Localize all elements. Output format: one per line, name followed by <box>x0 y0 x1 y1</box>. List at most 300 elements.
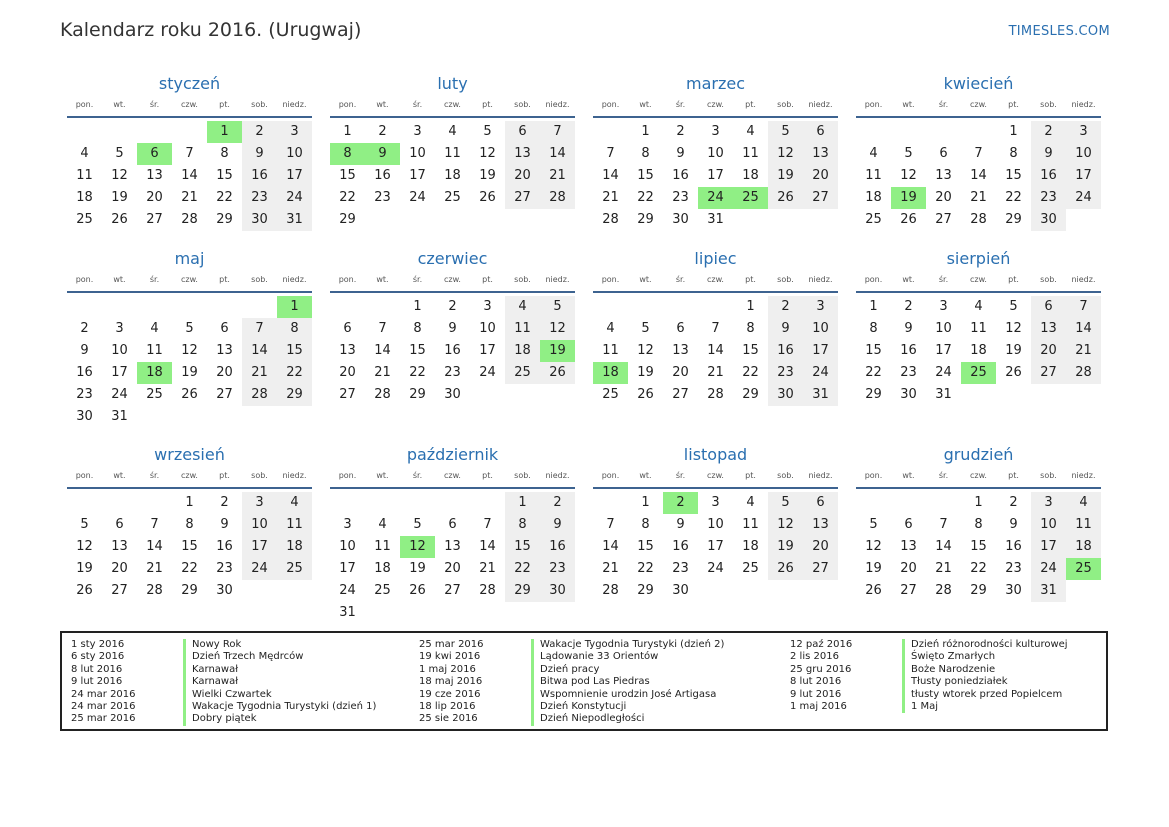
holiday-name: Dzień różnorodności kulturowej <box>902 639 1068 651</box>
day-cell: 30 <box>1031 209 1066 231</box>
weekday-header <box>856 271 1101 293</box>
day-cell: 4 <box>746 495 755 510</box>
day-cell: 14 <box>181 168 198 183</box>
day-cell: 2 <box>448 299 457 314</box>
day-cell: 15 <box>637 539 654 554</box>
days-grid <box>330 296 575 428</box>
holiday-date: 25 sie 2016 <box>419 713 478 725</box>
day-cell: 11 <box>146 343 163 358</box>
day-cell: 12 <box>479 146 496 161</box>
holiday-date: 19 kwi 2016 <box>419 651 481 663</box>
day-cell: 14 <box>970 168 987 183</box>
weekday-label: śr. <box>675 275 686 284</box>
holiday-day-cell: 25 <box>1066 558 1101 580</box>
legend-row <box>71 676 376 688</box>
day-cell: 10 <box>707 517 724 532</box>
day-cell: 6 <box>220 321 229 336</box>
day-cell: 21 <box>181 190 198 205</box>
weekday-label: czw. <box>181 471 198 480</box>
day-cell: 24 <box>277 187 312 209</box>
day-cell: 2 <box>220 495 229 510</box>
weekday-label: pt. <box>219 275 230 284</box>
day-cell: 11 <box>76 168 93 183</box>
weekday-label: śr. <box>938 275 949 284</box>
day-cell: 29 <box>181 583 198 598</box>
day-cell: 21 <box>602 561 619 576</box>
weekday-label: sob. <box>777 100 794 109</box>
legend-row <box>419 689 724 701</box>
weekday-header <box>330 271 575 293</box>
legend-row <box>71 701 376 713</box>
holiday-day-cell: 25 <box>961 362 996 384</box>
day-cell: 17 <box>1031 536 1066 558</box>
day-cell: 9 <box>540 514 575 536</box>
day-cell: 10 <box>242 514 277 536</box>
day-cell: 27 <box>339 387 356 402</box>
day-cell: 14 <box>540 143 575 165</box>
day-cell: 30 <box>444 387 461 402</box>
day-cell: 30 <box>540 580 575 602</box>
day-cell: 7 <box>242 318 277 340</box>
day-cell: 23 <box>540 558 575 580</box>
day-cell: 28 <box>602 212 619 227</box>
day-cell: 3 <box>1031 492 1066 514</box>
holiday-date: 1 maj 2016 <box>790 700 847 712</box>
day-cell: 4 <box>80 146 89 161</box>
weekday-label: sob. <box>514 100 531 109</box>
day-cell: 18 <box>742 168 759 183</box>
holiday-name: Tłusty poniedziałek <box>902 676 1008 688</box>
day-cell: 21 <box>1066 340 1101 362</box>
weekday-label: czw. <box>707 100 724 109</box>
weekday-label: sob. <box>1040 100 1057 109</box>
day-cell: 13 <box>444 539 461 554</box>
day-cell: 16 <box>900 343 917 358</box>
weekday-label: wt. <box>639 275 652 284</box>
legend-column <box>419 639 724 726</box>
day-cell: 7 <box>1066 296 1101 318</box>
day-cell: 4 <box>974 299 983 314</box>
day-cell: 9 <box>1031 143 1066 165</box>
day-cell: 14 <box>602 539 619 554</box>
day-cell: 31 <box>277 209 312 231</box>
weekday-label: pt. <box>219 100 230 109</box>
month-calendar <box>67 443 312 624</box>
weekday-label: niedz. <box>808 275 833 284</box>
weekday-header <box>856 467 1101 489</box>
day-cell: 13 <box>935 168 952 183</box>
day-cell: 24 <box>479 365 496 380</box>
day-cell: 1 <box>746 299 755 314</box>
holiday-day-cell: 25 <box>733 187 768 209</box>
day-cell: 10 <box>111 343 128 358</box>
day-cell: 9 <box>220 517 229 532</box>
days-grid <box>67 296 312 428</box>
weekday-label: pt. <box>745 100 756 109</box>
holiday-day-cell: 24 <box>698 187 733 209</box>
day-cell: 30 <box>672 583 689 598</box>
day-cell: 5 <box>80 517 89 532</box>
days-grid <box>330 121 575 253</box>
day-cell: 22 <box>216 190 233 205</box>
legend-row <box>790 689 1068 701</box>
day-cell: 27 <box>146 212 163 227</box>
day-cell: 24 <box>707 561 724 576</box>
day-cell: 20 <box>803 165 838 187</box>
day-cell: 1 <box>641 495 650 510</box>
legend-row <box>790 651 1068 663</box>
day-cell: 30 <box>768 384 803 406</box>
legend-column <box>790 639 1068 713</box>
weekday-label: niedz. <box>545 275 570 284</box>
day-cell: 22 <box>970 561 987 576</box>
day-cell: 23 <box>444 365 461 380</box>
day-cell: 16 <box>216 539 233 554</box>
day-cell: 25 <box>277 558 312 580</box>
day-cell: 18 <box>742 539 759 554</box>
month-name: listopad <box>683 445 748 464</box>
day-cell: 15 <box>339 168 356 183</box>
day-cell: 24 <box>242 558 277 580</box>
weekday-label: śr. <box>938 471 949 480</box>
day-cell: 2 <box>1009 495 1018 510</box>
weekday-label: pon. <box>601 471 620 480</box>
day-cell: 28 <box>707 387 724 402</box>
weekday-label: sob. <box>251 275 268 284</box>
day-cell: 24 <box>935 365 952 380</box>
weekday-label: sob. <box>514 471 531 480</box>
month-calendar <box>593 443 838 624</box>
holiday-name: Bitwa pod Las Piedras <box>531 676 650 688</box>
weekday-label: czw. <box>181 275 198 284</box>
day-cell: 14 <box>935 539 952 554</box>
day-cell: 11 <box>865 168 882 183</box>
holiday-day-cell: 6 <box>137 143 172 165</box>
day-cell: 29 <box>742 387 759 402</box>
weekday-label: niedz. <box>282 100 307 109</box>
day-cell: 1 <box>185 495 194 510</box>
day-cell: 9 <box>1009 517 1018 532</box>
weekday-header <box>856 96 1101 118</box>
weekday-label: niedz. <box>1071 471 1096 480</box>
day-cell: 10 <box>1031 514 1066 536</box>
weekday-label: śr. <box>412 100 423 109</box>
month-name: marzec <box>685 74 745 93</box>
day-cell: 6 <box>505 121 540 143</box>
day-cell: 31 <box>111 409 128 424</box>
day-cell: 5 <box>768 121 803 143</box>
day-cell: 1 <box>343 124 352 139</box>
holiday-date: 24 mar 2016 <box>71 700 136 712</box>
weekday-label: śr. <box>149 275 160 284</box>
day-cell: 17 <box>1066 165 1101 187</box>
holiday-name: Dzień pracy <box>531 664 599 676</box>
weekday-label: pt. <box>482 471 493 480</box>
weekday-label: sob. <box>1040 471 1057 480</box>
day-cell: 5 <box>1009 299 1018 314</box>
weekday-label: pon. <box>338 471 357 480</box>
day-cell: 15 <box>865 343 882 358</box>
days-grid <box>67 492 312 624</box>
day-cell: 5 <box>540 296 575 318</box>
weekday-label: śr. <box>412 275 423 284</box>
weekday-label: sob. <box>251 471 268 480</box>
holiday-day-cell: 1 <box>207 121 242 143</box>
day-cell: 29 <box>865 387 882 402</box>
day-cell: 22 <box>409 365 426 380</box>
day-cell: 28 <box>935 583 952 598</box>
holiday-date: 9 lut 2016 <box>790 688 842 700</box>
month-name: sierpień <box>946 249 1011 268</box>
day-cell: 12 <box>768 143 803 165</box>
day-cell: 23 <box>216 561 233 576</box>
holiday-date: 8 lut 2016 <box>71 663 123 675</box>
weekday-label: pt. <box>745 275 756 284</box>
day-cell: 21 <box>479 561 496 576</box>
holiday-name: 1 Maj <box>902 701 938 713</box>
weekday-label: wt. <box>902 100 915 109</box>
day-cell: 16 <box>672 539 689 554</box>
day-cell: 20 <box>935 190 952 205</box>
holiday-date: 8 lut 2016 <box>790 676 842 688</box>
day-cell: 25 <box>374 583 391 598</box>
day-cell: 15 <box>637 168 654 183</box>
holiday-name: Dobry piątek <box>183 713 257 725</box>
day-cell: 25 <box>742 561 759 576</box>
month-calendar <box>856 72 1101 253</box>
holiday-day-cell: 18 <box>137 362 172 384</box>
weekday-header <box>330 96 575 118</box>
weekday-label: pon. <box>601 275 620 284</box>
weekday-header <box>593 271 838 293</box>
month-calendar <box>330 72 575 253</box>
day-cell: 31 <box>707 212 724 227</box>
day-cell: 20 <box>803 536 838 558</box>
day-cell: 26 <box>409 583 426 598</box>
day-cell: 4 <box>869 146 878 161</box>
day-cell: 10 <box>339 539 356 554</box>
day-cell: 29 <box>216 212 233 227</box>
weekday-label: czw. <box>181 100 198 109</box>
day-cell: 27 <box>505 187 540 209</box>
day-cell: 3 <box>277 121 312 143</box>
legend-row <box>71 651 376 663</box>
day-cell: 10 <box>1066 143 1101 165</box>
day-cell: 22 <box>637 561 654 576</box>
day-cell: 5 <box>641 321 650 336</box>
day-cell: 7 <box>378 321 387 336</box>
weekday-label: wt. <box>902 275 915 284</box>
day-cell: 23 <box>374 190 391 205</box>
day-cell: 12 <box>637 343 654 358</box>
weekday-label: czw. <box>970 275 987 284</box>
day-cell: 9 <box>448 321 457 336</box>
weekday-header <box>67 96 312 118</box>
day-cell: 3 <box>711 495 720 510</box>
weekday-header <box>330 467 575 489</box>
legend-row <box>419 639 724 651</box>
day-cell: 1 <box>974 495 983 510</box>
month-name: czerwiec <box>417 249 488 268</box>
day-cell: 12 <box>768 514 803 536</box>
day-cell: 20 <box>900 561 917 576</box>
day-cell: 4 <box>448 124 457 139</box>
days-grid <box>856 121 1101 253</box>
holiday-day-cell: 8 <box>330 143 365 165</box>
weekday-label: pt. <box>1008 100 1019 109</box>
day-cell: 20 <box>505 165 540 187</box>
holiday-name: Lądowanie 33 Orientów <box>531 651 658 663</box>
day-cell: 2 <box>540 492 575 514</box>
weekday-label: pon. <box>338 100 357 109</box>
day-cell: 6 <box>1031 296 1066 318</box>
day-cell: 8 <box>277 318 312 340</box>
day-cell: 3 <box>1066 121 1101 143</box>
day-cell: 26 <box>768 558 803 580</box>
site-link[interactable]: TIMESLES.COM <box>1008 24 1110 39</box>
day-cell: 4 <box>1066 492 1101 514</box>
day-cell: 16 <box>374 168 391 183</box>
weekday-label: śr. <box>675 471 686 480</box>
weekday-label: pon. <box>75 471 94 480</box>
weekday-label: wt. <box>376 275 389 284</box>
day-cell: 15 <box>970 539 987 554</box>
day-cell: 13 <box>505 143 540 165</box>
day-cell: 5 <box>869 517 878 532</box>
day-cell: 19 <box>637 365 654 380</box>
holiday-day-cell: 2 <box>663 492 698 514</box>
day-cell: 23 <box>1031 187 1066 209</box>
holiday-day-cell: 19 <box>540 340 575 362</box>
day-cell: 18 <box>1066 536 1101 558</box>
day-cell: 8 <box>869 321 878 336</box>
day-cell: 6 <box>803 492 838 514</box>
day-cell: 18 <box>277 536 312 558</box>
days-grid <box>856 296 1101 428</box>
day-cell: 26 <box>637 387 654 402</box>
day-cell: 16 <box>242 165 277 187</box>
day-cell: 10 <box>707 146 724 161</box>
days-grid <box>330 492 575 624</box>
day-cell: 5 <box>768 492 803 514</box>
month-name: grudzień <box>943 445 1014 464</box>
day-cell: 26 <box>865 583 882 598</box>
day-cell: 8 <box>185 517 194 532</box>
day-cell: 29 <box>505 580 540 602</box>
day-cell: 29 <box>409 387 426 402</box>
day-cell: 20 <box>1031 340 1066 362</box>
day-cell: 28 <box>540 187 575 209</box>
day-cell: 20 <box>146 190 163 205</box>
month-name: lipiec <box>694 249 737 268</box>
day-cell: 19 <box>111 190 128 205</box>
days-grid <box>856 492 1101 624</box>
legend-row <box>71 689 376 701</box>
weekday-label: niedz. <box>545 471 570 480</box>
month-name: styczeń <box>158 74 221 93</box>
day-cell: 11 <box>742 146 759 161</box>
holiday-name: Karnawał <box>183 664 238 676</box>
day-cell: 17 <box>935 343 952 358</box>
day-cell: 29 <box>637 583 654 598</box>
weekday-label: czw. <box>444 275 461 284</box>
day-cell: 27 <box>111 583 128 598</box>
day-cell: 21 <box>540 165 575 187</box>
days-grid <box>67 121 312 253</box>
day-cell: 25 <box>865 212 882 227</box>
day-cell: 3 <box>483 299 492 314</box>
weekday-label: pon. <box>338 275 357 284</box>
day-cell: 1 <box>1009 124 1018 139</box>
day-cell: 27 <box>216 387 233 402</box>
day-cell: 27 <box>444 583 461 598</box>
day-cell: 11 <box>1066 514 1101 536</box>
day-cell: 24 <box>409 190 426 205</box>
day-cell: 14 <box>602 168 619 183</box>
holiday-date: 18 lip 2016 <box>419 700 476 712</box>
holiday-name: Wielki Czwartek <box>183 689 272 701</box>
day-cell: 1 <box>505 492 540 514</box>
day-cell: 28 <box>602 583 619 598</box>
day-cell: 3 <box>711 124 720 139</box>
day-cell: 23 <box>672 190 689 205</box>
day-cell: 7 <box>483 517 492 532</box>
day-cell: 2 <box>378 124 387 139</box>
day-cell: 3 <box>343 517 352 532</box>
day-cell: 30 <box>1005 583 1022 598</box>
day-cell: 29 <box>637 212 654 227</box>
legend-row <box>71 639 376 651</box>
holiday-day-cell: 1 <box>277 296 312 318</box>
day-cell: 13 <box>111 539 128 554</box>
holiday-day-cell: 9 <box>365 143 400 165</box>
day-cell: 16 <box>672 168 689 183</box>
day-cell: 26 <box>768 187 803 209</box>
day-cell: 10 <box>803 318 838 340</box>
weekday-label: czw. <box>970 471 987 480</box>
day-cell: 25 <box>76 212 93 227</box>
weekday-label: sob. <box>514 275 531 284</box>
weekday-label: wt. <box>639 100 652 109</box>
day-cell: 20 <box>216 365 233 380</box>
weekday-label: czw. <box>707 471 724 480</box>
weekday-label: niedz. <box>808 471 833 480</box>
day-cell: 28 <box>1066 362 1101 384</box>
day-cell: 8 <box>641 146 650 161</box>
holiday-day-cell: 12 <box>400 536 435 558</box>
day-cell: 22 <box>637 190 654 205</box>
weekday-label: pon. <box>864 100 883 109</box>
weekday-header <box>67 271 312 293</box>
day-cell: 21 <box>374 365 391 380</box>
day-cell: 19 <box>768 536 803 558</box>
day-cell: 3 <box>939 299 948 314</box>
day-cell: 10 <box>277 143 312 165</box>
weekday-label: niedz. <box>282 275 307 284</box>
day-cell: 3 <box>115 321 124 336</box>
weekday-label: pt. <box>1008 471 1019 480</box>
month-calendar <box>856 443 1101 624</box>
day-cell: 6 <box>939 146 948 161</box>
holiday-legend <box>60 631 1108 731</box>
day-cell: 11 <box>742 517 759 532</box>
day-cell: 23 <box>672 561 689 576</box>
day-cell: 13 <box>900 539 917 554</box>
day-cell: 7 <box>185 146 194 161</box>
day-cell: 11 <box>277 514 312 536</box>
day-cell: 15 <box>505 536 540 558</box>
weekday-label: pon. <box>75 100 94 109</box>
